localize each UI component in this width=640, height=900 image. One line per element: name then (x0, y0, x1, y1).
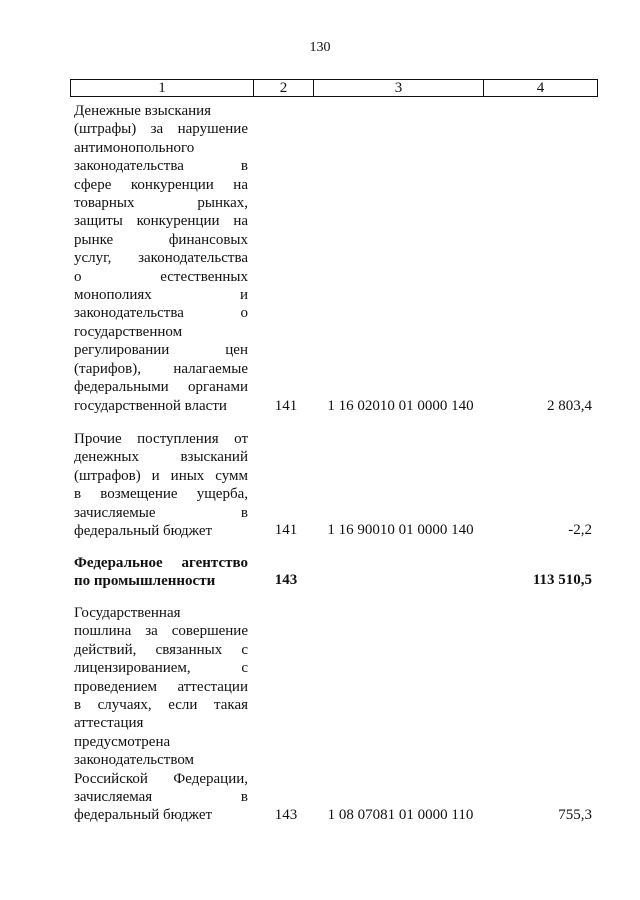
row-name-line: (тарифов), налагаемые (74, 360, 248, 377)
header-col-4: 4 (483, 80, 597, 96)
header-col-3: 3 (313, 80, 483, 96)
row-amount: 113 510,5 (532, 572, 592, 588)
row-name-line: Российской Федерации, (74, 770, 248, 787)
row-code: 141 (274, 522, 298, 538)
row-name-line: предусмотрена (74, 733, 171, 750)
row-name-line: Федеральное агентство (74, 555, 248, 571)
row-name-line: зачисляемые в (74, 504, 248, 521)
row-code: 143 (274, 572, 298, 588)
row-name (74, 102, 248, 415)
row-name-line: защиты конкуренции на (74, 213, 248, 230)
row-name-line: в случаях, если такая (74, 697, 248, 714)
row-name-line: (штрафов) и иных сумм (74, 467, 248, 484)
row-name-line: аттестация (74, 715, 144, 732)
row-name-line: проведением аттестации (74, 678, 248, 695)
row-name-line: государственном (74, 323, 183, 340)
row-name-line: денежных взысканий (74, 449, 248, 466)
row-name-line: пошлина за совершение (74, 623, 248, 640)
row-name-line: товарных рынках, (74, 195, 248, 212)
row-name-line: о естественных (74, 268, 248, 285)
row-name-line: Государственная (74, 605, 181, 621)
row-name-line: услуг, законодательства (74, 250, 248, 267)
row-name-line: монополиях и (74, 287, 248, 304)
row-name-line: законодательством (74, 752, 195, 769)
row-name-line: государственной власти (74, 397, 227, 414)
row-name (74, 430, 248, 540)
row-name-line: антимонопольного (74, 139, 195, 156)
row-name-line: лицензированием, с (74, 660, 248, 677)
row-name-line: в возмещение ущерба, (74, 486, 248, 503)
row-name-line: зачисляемая в (74, 789, 248, 806)
row-code: 143 (274, 807, 298, 823)
row-name-line: рынке финансовых (74, 231, 248, 248)
row-name-line: законодательства в (74, 158, 248, 175)
row-name-line: Денежные взыскания (74, 103, 212, 119)
row-kbk: 1 16 02010 01 0000 140 (327, 398, 474, 414)
row-name-line: по промышленности (74, 573, 216, 590)
row-name-line: регулировании цен (74, 342, 248, 359)
table-header (70, 79, 598, 97)
row-name-line: Прочие поступления от (74, 431, 248, 447)
row-name-line: действий, связанных с (74, 641, 248, 658)
row-name (74, 604, 248, 825)
row-name (74, 554, 248, 591)
row-name-line: законодательства о (74, 305, 248, 322)
row-code: 141 (274, 398, 298, 414)
row-name-line: (штрафы) за нарушение (74, 121, 248, 138)
header-col-2: 2 (253, 80, 313, 96)
row-name-line: федеральными органами (74, 379, 248, 396)
row-name-line: федеральный бюджет (74, 523, 213, 540)
row-kbk: 1 08 07081 01 0000 110 (327, 807, 474, 823)
row-kbk: 1 16 90010 01 0000 140 (327, 522, 474, 538)
row-amount: 2 803,4 (547, 398, 592, 414)
row-name-line: федеральный бюджет (74, 807, 213, 824)
row-amount: 755,3 (558, 807, 592, 823)
page-number: 130 (309, 40, 331, 55)
row-name-line: сфере конкуренции на (74, 176, 248, 193)
header-col-1: 1 (158, 80, 166, 96)
row-amount: -2,2 (568, 522, 592, 538)
